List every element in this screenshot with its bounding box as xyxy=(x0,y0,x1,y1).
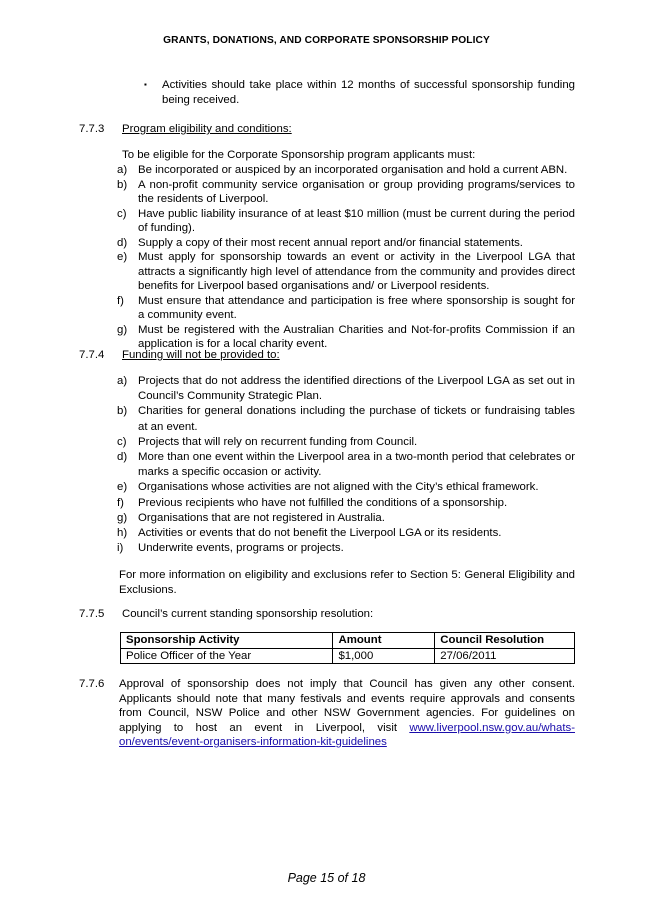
square-bullet-icon: ▪ xyxy=(144,80,147,89)
list-item-text: Projects that will rely on recurrent funding from Council. xyxy=(138,435,418,448)
list-item-text: Previous recipients who have not fulfilled the conditions of a sponsorship. xyxy=(138,496,508,509)
list-item xyxy=(117,207,575,236)
eligibility-list xyxy=(117,163,575,352)
list-item-label: a) xyxy=(117,375,128,387)
list-item-text: Underwrite events, programs or projects. xyxy=(138,542,344,555)
list-item xyxy=(117,496,575,511)
list-item xyxy=(117,404,575,434)
approval-text: Approval of sponsorship does not imply that Council has given any other consent. Applicants should note that many festivals and events require approvals and consents from Council, NSW Police and other NSW Government agencies. For guidelines on applying to host an event in Liverpool, visit xyxy=(119,678,575,734)
list-item-text: Must ensure that attendance and participation is free where sponsorship is sought for a community event. xyxy=(138,294,575,321)
table-header-row xyxy=(121,633,575,649)
list-item-text: Must apply for sponsorship towards an event or activity in the Liverpool LGA that attracts a significantly high level of attendance from the community and provides direct benefits for Liverpool based organisations and/ or Liverpool residents. xyxy=(138,251,575,292)
list-item xyxy=(117,236,575,251)
list-item xyxy=(117,541,575,556)
list-item-text: Be incorporated or auspiced by an incorporated organisation and hold a current ABN. xyxy=(138,164,568,176)
list-item-label: f) xyxy=(117,294,124,307)
list-item-text: Charities for general donations including the purchase of tickets or fundraising tables at an event. xyxy=(138,405,575,433)
list-item-label: c) xyxy=(117,435,127,448)
list-item-text: More than one event within the Liverpool area in a two-month period that celebrates or marks a specific occasion or activity. xyxy=(138,451,575,479)
list-item-label: c) xyxy=(117,207,127,220)
list-item xyxy=(117,163,575,178)
page-number: Page 15 of 18 xyxy=(287,871,366,885)
approval-paragraph xyxy=(119,677,575,750)
list-item xyxy=(117,450,575,480)
list-item-text: Organisations that are not registered in Australia. xyxy=(138,511,385,524)
list-item xyxy=(117,435,575,450)
exclusions-list xyxy=(117,374,575,556)
section-heading: Program eligibility and conditions: xyxy=(122,123,292,135)
bullet-item xyxy=(144,78,575,107)
list-item-label: e) xyxy=(117,481,128,494)
list-item-label: b) xyxy=(117,178,128,191)
list-item-label: h) xyxy=(117,527,128,540)
list-item-text: Projects that do not address the identified directions of the Liverpool LGA as set out in Council’s Community Strategic Plan. xyxy=(138,375,575,403)
list-item xyxy=(117,480,575,495)
table-header-cell: Council Resolution xyxy=(435,633,575,649)
page-header: GRANTS, DONATIONS, AND CORPORATE SPONSORSHIP POLICY xyxy=(163,35,490,46)
table-header-cell: Amount xyxy=(333,633,435,649)
table-header-cell: Sponsorship Activity xyxy=(121,633,333,649)
list-item xyxy=(117,294,575,323)
event-guidelines-link[interactable]: www.liverpool.nsw.gov.au/whats-on/events/event-organisers-information-kit-guidelines xyxy=(119,721,575,748)
bullet-text: Activities should take place within 12 months of successful sponsorship funding being received. xyxy=(162,79,575,106)
list-item-label: e) xyxy=(117,251,128,263)
table-cell: Police Officer of the Year xyxy=(121,648,333,664)
list-item-label: d) xyxy=(117,451,128,464)
list-item xyxy=(117,511,575,526)
list-item-text: A non-profit community service organisation or group providing programs/services to the residents of Liverpool. xyxy=(138,178,575,205)
table-cell: 27/06/2011 xyxy=(435,648,575,664)
list-item-text: Organisations whose activities are not aligned with the City’s ethical framework. xyxy=(138,481,539,494)
list-item-label: i) xyxy=(117,542,124,555)
list-item-label: g) xyxy=(117,511,128,524)
more-info-paragraph: For more information on eligibility and exclusions refer to Section 5: General Eligibility and Exclusions. xyxy=(119,569,575,596)
sponsorship-table xyxy=(120,632,575,664)
section-number: 7.7.3 xyxy=(79,123,105,135)
list-item xyxy=(117,250,575,294)
list-item xyxy=(117,178,575,207)
section-heading: Funding will not be provided to: xyxy=(122,349,280,361)
list-item-label: f) xyxy=(117,496,124,509)
table-row xyxy=(121,648,575,664)
list-item-label: a) xyxy=(117,164,128,176)
list-item-label: b) xyxy=(117,405,128,418)
list-item-label: d) xyxy=(117,236,128,249)
list-item-text: Must be registered with the Australian Charities and Not-for-profits Commission if an application is for a local charity event. xyxy=(138,323,575,350)
section-number: 7.7.5 xyxy=(79,608,105,620)
list-item-text: Have public liability insurance of at least $10 million (must be current during the period of funding). xyxy=(138,207,575,234)
section-number: 7.7.6 xyxy=(79,678,105,690)
list-item-label: g) xyxy=(117,323,128,336)
list-item xyxy=(117,526,575,541)
list-item xyxy=(117,374,575,404)
list-item-text: Supply a copy of their most recent annual report and/or financial statements. xyxy=(138,236,523,249)
section-text: Council’s current standing sponsorship resolution: xyxy=(122,608,374,620)
table-cell: $1,000 xyxy=(333,648,435,664)
section-intro: To be eligible for the Corporate Sponsorship program applicants must: xyxy=(122,149,476,161)
section-number: 7.7.4 xyxy=(79,349,105,361)
list-item-text: Activities or events that do not benefit the Liverpool LGA or its residents. xyxy=(138,527,502,540)
